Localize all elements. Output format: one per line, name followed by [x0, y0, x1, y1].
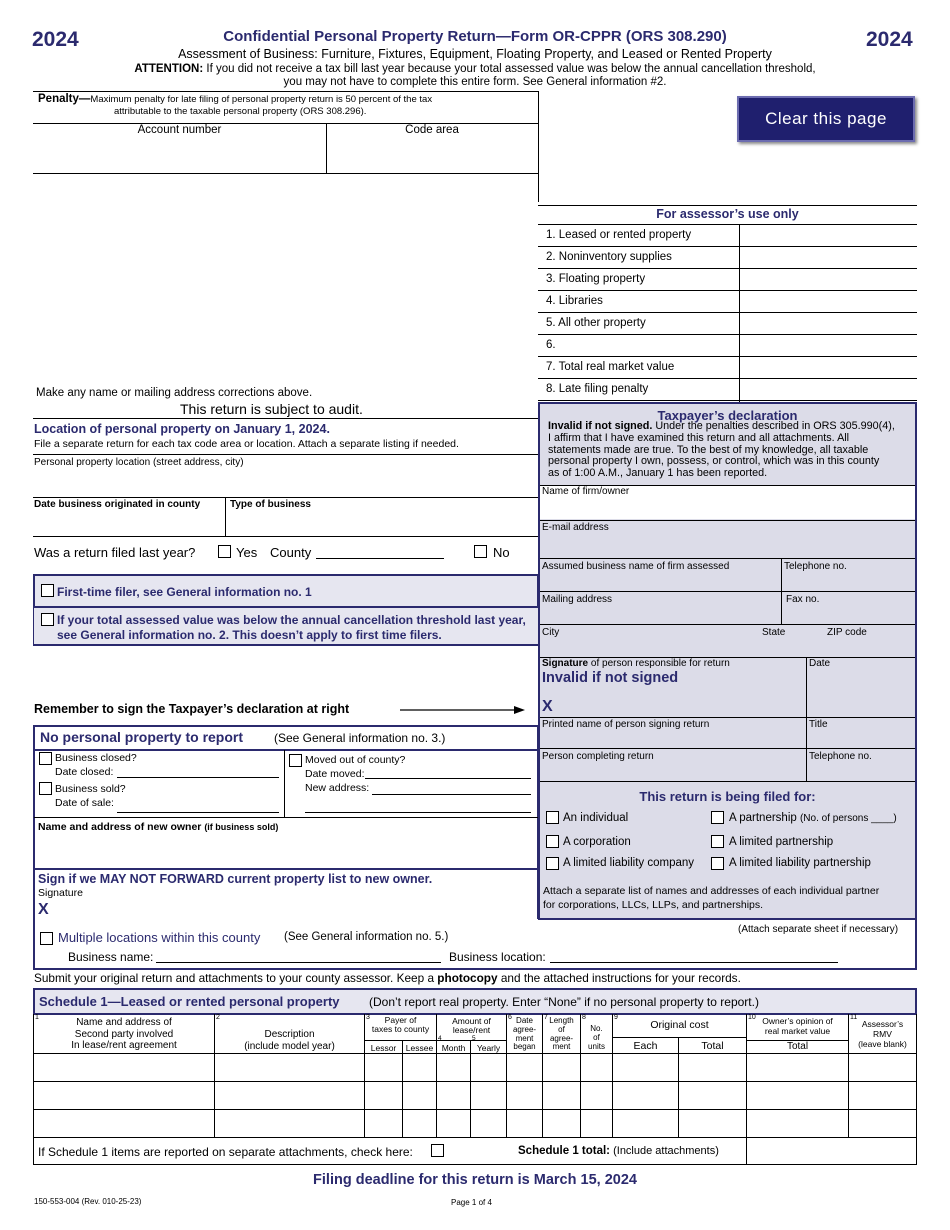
assessor-row-field[interactable] [741, 335, 916, 355]
col4-number: 4 [438, 1035, 442, 1042]
col2-header [215, 1029, 364, 1052]
col7-number: 7 [544, 1014, 548, 1021]
penalty-notice [38, 93, 533, 118]
printed-name-field[interactable] [541, 731, 805, 747]
col6-number: 6 [508, 1014, 512, 1021]
moved-out-label: Moved out of county? [305, 754, 406, 766]
col6-header [507, 1017, 542, 1052]
clear-page-button[interactable] [737, 96, 915, 142]
declaration-text-e: as of 1:00 A.M., January 1 has been reported. [548, 467, 768, 480]
no-property-ref: (See General information no. 3.) [274, 731, 446, 745]
amount-header [437, 1017, 506, 1035]
business-name-field[interactable] [156, 948, 441, 962]
new-owner-note: (if business sold) [204, 822, 279, 832]
declaration-text [548, 421, 908, 480]
firm-owner-label: Name of firm/owner [542, 486, 630, 497]
new-owner-field[interactable] [36, 834, 536, 867]
moved-out-checkbox[interactable] [289, 754, 302, 767]
col3-number: 3 [366, 1014, 370, 1021]
col2-header-b: (include model year) [244, 1040, 335, 1052]
business-location-field[interactable] [550, 948, 838, 962]
table-row[interactable] [34, 1054, 916, 1081]
filed-last-year-question: Was a return filed last year? [34, 545, 196, 560]
multiple-locations-checkbox[interactable] [40, 932, 53, 945]
yearly-header: Yearly [476, 1043, 501, 1053]
col6-header-c: ment [515, 1033, 534, 1043]
new-address-label: New address: [305, 782, 370, 794]
lessee-header: Lessee [405, 1043, 434, 1053]
penalty-text1: Maximum penalty for late filing of personal property return is 50 percent of the tax [90, 94, 433, 105]
code-area-field[interactable] [328, 136, 536, 172]
filed-no-label: No [493, 545, 510, 560]
lessor-header: Lessor [370, 1043, 397, 1053]
type-of-business-label: Type of business [230, 499, 311, 510]
telephone-field[interactable] [783, 573, 914, 590]
llc-label: A limited liability company [563, 857, 695, 869]
printed-name-label: Printed name of person signing return [542, 719, 710, 730]
assessor-row-field[interactable] [741, 269, 916, 289]
filed-for-title: This return is being filed for: [639, 789, 816, 804]
col2-header-a: Description [264, 1029, 315, 1040]
property-location-label: Personal property location (street address, city) [34, 457, 244, 468]
individual-checkbox[interactable] [546, 811, 559, 824]
assessor-row-label: 5. All other property [546, 317, 646, 329]
city-state-zip-field[interactable] [541, 639, 914, 656]
assumed-name-label: Assumed business name of firm assessed [542, 561, 730, 572]
assumed-name-field[interactable] [541, 573, 779, 590]
assessor-row-label: 3. Floating property [546, 273, 646, 285]
invalid-if-not-signed: Invalid if not signed [542, 670, 679, 686]
col9-total-header: Total [701, 1040, 724, 1052]
each-header: Each [633, 1040, 658, 1052]
mailing-address-label: Mailing address [542, 594, 613, 605]
assessor-row-field[interactable] [741, 291, 916, 311]
col8-header [581, 1025, 612, 1051]
no-forward-signature-field[interactable] [56, 898, 534, 918]
amount-header-a: Amount of [452, 1016, 491, 1026]
state-label: State [762, 627, 786, 638]
assessor-row-label: 1. Leased or rented property [546, 229, 692, 241]
attachment-check-label: If Schedule 1 items are reported on separate attachments, check here: [38, 1145, 413, 1159]
col10-number: 10 [748, 1014, 756, 1021]
submit-note-a: Submit your original return and attachments to your county assessor. Keep a [34, 971, 434, 985]
partnership-note: (No. of persons ____) [799, 813, 897, 824]
col7-header-a: Length [549, 1016, 574, 1025]
threshold-label [57, 613, 526, 643]
property-location-field[interactable] [34, 470, 537, 496]
amount-header-b: lease/rent [452, 1025, 491, 1035]
form-subtitle: Assessment of Business: Furniture, Fixtures, Equipment, Floating Property, and Leased or Rented Property [178, 47, 772, 61]
signature-field[interactable] [560, 692, 804, 716]
col11-number: 11 [850, 1014, 858, 1021]
business-name-label: Business name: [68, 950, 154, 964]
col11-header [849, 1019, 916, 1049]
page-number: Page 1 of 4 [451, 1198, 492, 1207]
llp-label: A limited liability partnership [729, 857, 871, 869]
date-field[interactable] [808, 672, 914, 716]
no-forward-label: Sign if we MAY NOT FORWARD current property list to new owner. [38, 872, 433, 886]
assessor-row-label: 7. Total real market value [546, 361, 675, 373]
threshold-checkbox[interactable] [41, 613, 54, 626]
assessor-row-field[interactable] [741, 357, 916, 377]
person-completing-field[interactable] [541, 763, 805, 780]
col3-header-b: taxes to county [371, 1024, 430, 1034]
col6-header-b: agree- [512, 1024, 537, 1034]
county-label: County [270, 545, 312, 560]
col10-header [747, 1017, 848, 1036]
date-originated-field[interactable] [34, 512, 224, 535]
date-moved-field[interactable] [365, 766, 531, 778]
date-of-sale-field[interactable] [117, 799, 279, 812]
account-number-label: Account number [137, 124, 222, 136]
col11-header-c: (leave blank) [858, 1039, 907, 1049]
limited-partnership-label: A limited partnership [729, 836, 834, 848]
date-of-sale-label: Date of sale: [55, 797, 114, 809]
city-label: City [542, 627, 560, 638]
col6-header-d: began [513, 1042, 536, 1052]
col7-header [543, 1017, 580, 1052]
col5-number: 5 [472, 1035, 476, 1042]
audit-note: This return is subject to audit. [180, 401, 363, 417]
year-left: 2024 [32, 28, 79, 51]
assessor-row-label: 2. Noninventory supplies [546, 251, 672, 263]
assessor-row-label: 4. Libraries [546, 295, 603, 307]
zip-label: ZIP code [827, 627, 867, 638]
col10-header-a: Owner’s opinion of [762, 1016, 833, 1026]
col7-header-b: of [558, 1024, 565, 1034]
table-row[interactable] [34, 1082, 916, 1109]
account-number-field[interactable] [34, 136, 325, 172]
no-forward-signature-label: Signature [38, 887, 83, 899]
attention-label: ATTENTION: [134, 63, 204, 75]
form-number: 150-553-004 (Rev. 010-25-23) [34, 1197, 142, 1206]
code-area-label: Code area [405, 124, 459, 136]
col1-header [34, 1017, 214, 1052]
date-originated-label: Date business originated in county [34, 499, 201, 510]
date-closed-field[interactable] [117, 764, 279, 777]
year-right: 2024 [866, 28, 913, 51]
schedule-total-bold: Schedule 1 total: [518, 1145, 611, 1157]
schedule-total-note: (Include attachments) [613, 1145, 719, 1157]
assessor-row-label: 6. [546, 339, 556, 351]
penalty-text2: attributable to the taxable personal property (ORS 308.296). [114, 106, 367, 117]
col10-total-header: Total [786, 1041, 809, 1052]
assessor-row-field[interactable] [741, 379, 916, 399]
person-completing-label: Person completing return [542, 751, 654, 762]
schedule-total-label [518, 1145, 719, 1157]
title-label: Title [809, 719, 828, 730]
col7-header-d: ment [552, 1042, 571, 1052]
col1-header-a: Name and address of [76, 1017, 172, 1028]
col8-header-a: No. [590, 1024, 603, 1033]
no-forward-sign-x: X [38, 901, 49, 918]
arrow-right-icon [398, 703, 528, 717]
partnership-label-text: A partnership [729, 812, 797, 824]
attention-notice [60, 63, 890, 89]
declaration-invalid-bold: Invalid if not signed. [548, 420, 653, 432]
assessor-row-field[interactable] [741, 225, 916, 245]
filed-for-note2: for corporations, LLCs, LLPs, and partnerships. [543, 899, 764, 911]
email-label: E-mail address [542, 522, 609, 533]
multiple-locations-ref: (See General information no. 5.) [284, 931, 449, 943]
schedule-note: (Don’t report real property. Enter “None” if no personal property to report.) [369, 995, 759, 1009]
date-label: Date [809, 658, 831, 669]
col1-header-c: In lease/rent agreement [71, 1040, 177, 1051]
form-title: Confidential Personal Property Return—Form OR-CPPR (ORS 308.290) [223, 28, 727, 45]
filed-yes-checkbox[interactable] [218, 545, 231, 558]
attention-line2: you may not have to complete this entire form. See General information #2. [283, 76, 667, 88]
submit-note-b: photocopy [437, 971, 498, 985]
declaration-text-b: I affirm that I have examined this return and all attachments. All [548, 431, 850, 444]
title-field[interactable] [808, 731, 914, 747]
col9-header: Original cost [650, 1019, 709, 1031]
partnership-checkbox[interactable] [711, 811, 724, 824]
business-closed-label: Business closed? [55, 752, 137, 764]
attachment-checkbox[interactable] [431, 1144, 444, 1157]
business-sold-label: Business sold? [55, 783, 126, 795]
col8-header-c: units [588, 1041, 605, 1051]
corrections-note: Make any name or mailing address corrections above. [36, 387, 313, 399]
col1-header-b: Second party involved [74, 1028, 174, 1040]
filed-for-note1: Attach a separate list of names and addresses of each individual partner [543, 885, 880, 897]
date-closed-label: Date closed: [55, 766, 114, 778]
remember-sign-note: Remember to sign the Taxpayer’s declaration at right [34, 702, 350, 716]
filed-yes-label: Yes [236, 545, 258, 560]
table-row[interactable] [34, 1110, 916, 1137]
declaration-text-a: Under the penalties described in ORS 305.990(4), [655, 420, 895, 432]
clear-page-button-label: Clear this page [765, 109, 887, 128]
col3-header-a: Payer of [384, 1015, 417, 1025]
col6-header-a: Date [516, 1016, 533, 1025]
multiple-locations-label: Multiple locations within this county [58, 930, 261, 945]
fax-field[interactable] [783, 606, 914, 623]
new-owner-label-text: Name and address of new owner [38, 821, 202, 833]
assessor-row-field[interactable] [741, 247, 916, 267]
signature-label [542, 658, 730, 669]
signature-label-rest: of person responsible for return [590, 658, 730, 669]
corporation-label: A corporation [563, 836, 631, 848]
declaration-text-d: personal property I own, possess, or control, which was in this county [548, 455, 880, 468]
signature-label-bold: Signature [542, 658, 589, 669]
threshold-line2: see General information no. 2. This doesn’t apply to first time filers. [57, 628, 442, 642]
telephone-label: Telephone no. [784, 561, 847, 572]
new-owner-label [38, 821, 278, 833]
telephone2-label: Telephone no. [809, 751, 872, 762]
filed-for-note [543, 884, 879, 912]
corporation-checkbox[interactable] [546, 835, 559, 848]
col7-header-c: agree- [549, 1033, 574, 1043]
llc-checkbox[interactable] [546, 857, 559, 870]
attention-line1: If you did not receive a tax bill last year because your total assessed value was below the annual cancellation threshold, [206, 63, 816, 75]
signature-x: X [542, 698, 553, 715]
business-closed-checkbox[interactable] [39, 752, 52, 765]
limited-partnership-checkbox[interactable] [711, 835, 724, 848]
penalty-label: Penalty— [38, 93, 91, 105]
fax-label: Fax no. [786, 594, 820, 605]
col9-number: 9 [614, 1014, 618, 1021]
col8-number: 8 [582, 1014, 586, 1021]
business-sold-checkbox[interactable] [39, 782, 52, 795]
attach-sheet-note: (Attach separate sheet if necessary) [738, 924, 899, 935]
business-location-label: Business location: [449, 950, 546, 964]
col11-header-a: Assessor’s [861, 1019, 904, 1029]
date-moved-label: Date moved: [305, 768, 365, 780]
mailing-address-field[interactable] [541, 606, 779, 623]
col3-header [365, 1016, 436, 1034]
col1-number: 1 [35, 1014, 39, 1021]
first-time-filer-checkbox[interactable] [41, 584, 54, 597]
declaration-title: Taxpayer’s declaration [657, 408, 798, 423]
llp-checkbox[interactable] [711, 857, 724, 870]
declaration-text-c: statements made are true. To the best of my knowledge, all taxable [548, 443, 869, 456]
first-time-filer-label: First-time filer, see General information no. 1 [57, 585, 312, 599]
col10-header-b: real market value [764, 1025, 831, 1036]
schedule-total-field[interactable] [748, 1139, 915, 1163]
new-address-field[interactable] [305, 782, 531, 812]
no-property-title: No personal property to report [40, 729, 244, 745]
filing-deadline: Filing deadline for this return is March 15, 2024 [313, 1172, 637, 1188]
type-of-business-field[interactable] [227, 512, 537, 535]
partnership-label [729, 812, 897, 824]
schedule-title: Schedule 1—Leased or rented personal property [39, 994, 340, 1009]
filed-no-checkbox[interactable] [474, 545, 487, 558]
col8-header-b: of [593, 1032, 600, 1042]
month-header: Month [441, 1043, 466, 1053]
assessor-title: For assessor’s use only [656, 207, 799, 221]
col11-header-b: RMV [873, 1029, 892, 1039]
location-instructions: File a separate return for each tax code area or location. Attach a separate listing if needed. [34, 438, 459, 450]
col2-number: 2 [216, 1014, 220, 1021]
individual-label: An individual [563, 812, 629, 824]
submit-note-c: and the attached instructions for your records. [500, 971, 741, 985]
county-field[interactable] [316, 544, 444, 558]
assessor-row-field[interactable] [741, 313, 916, 333]
submit-note [34, 971, 741, 985]
threshold-line1: If your total assessed value was below the annual cancellation threshold last year, [57, 613, 526, 627]
telephone2-field[interactable] [808, 763, 914, 780]
location-title: Location of personal property on January 1, 2024. [34, 422, 330, 436]
assessor-row-label: 8. Late filing penalty [546, 383, 649, 395]
